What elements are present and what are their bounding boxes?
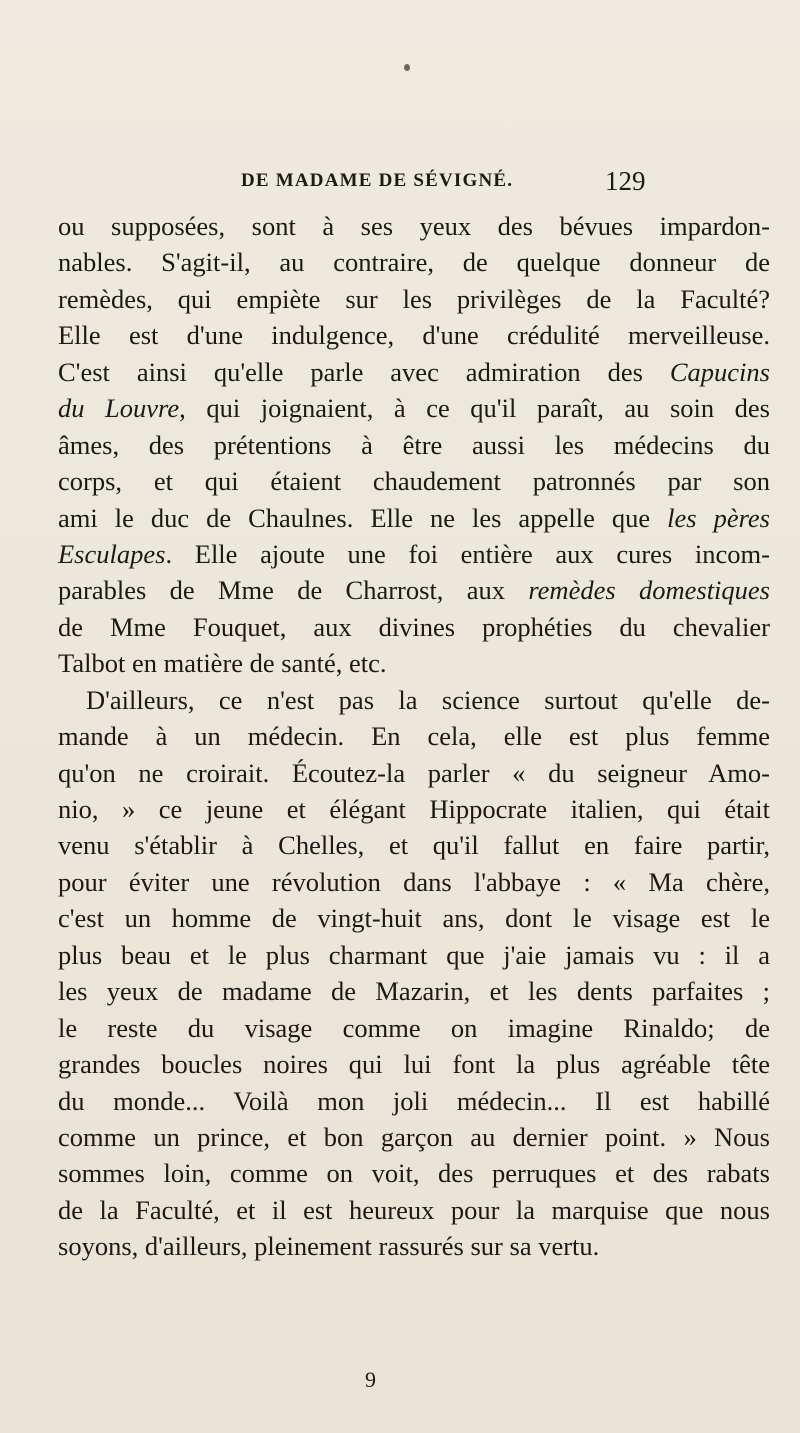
text-line: soyons, d'ailleurs, pleinement rassurés sur sa vertu. (58, 1231, 600, 1262)
signature-mark: 9 (365, 1367, 376, 1392)
text-line: mande à un médecin. En cela, elle est plus femme (58, 721, 770, 752)
text-line (58, 354, 770, 390)
text-line: Esculapes. Elle ajoute une foi entière aux cures incom- (58, 538, 770, 569)
text-line: venu s'établir à Chelles, et qu'il fallut en faire partir, (58, 830, 770, 861)
page-header (0, 166, 800, 200)
text-line-segment: C'est ainsi qu'elle parle avec admiration des Capucins (58, 356, 770, 387)
text-line: qu'on ne croirait. Écoutez-la parler « du seigneur Amo- (58, 757, 770, 788)
running-head: DE MADAME DE SÉVIGNÉ. (241, 170, 514, 191)
text-line: nables. S'agit-il, au contraire, de quelque donneur de (58, 247, 770, 278)
text-line: Talbot en matière de santé, etc. (58, 648, 387, 679)
ink-speck (404, 64, 410, 71)
text-line: corps, et qui étaient chaudement patronnés par son (58, 466, 770, 497)
text-line: remèdes, qui empiète sur les privilèges de la Faculté? (58, 283, 770, 314)
text-line: du monde... Voilà mon joli médecin... Il est habillé (58, 1085, 770, 1116)
text-line: ou supposées, sont à ses yeux des bévues impardon- (58, 211, 770, 241)
text-line: sommes loin, comme on voit, des perruques et des rabats (58, 1158, 770, 1189)
text-line: le reste du visage comme on imagine Rinaldo; de (58, 1012, 770, 1043)
body-text (58, 208, 770, 1265)
text-line: comme un prince, et bon garçon au dernier point. » Nous (58, 1121, 770, 1152)
text-line: nio, » ce jeune et élégant Hippocrate italien, qui était (58, 794, 770, 824)
text-line: parables de Mme de Charrost, aux remèdes domestiques (58, 575, 770, 606)
text-line: du Louvre, qui joignaient, à ce qu'il paraît, au soin des (58, 393, 770, 424)
text-line: c'est un homme de vingt-huit ans, dont le visage est le (58, 903, 770, 934)
text-line: grandes boucles noires qui lui font la plus agréable tête (58, 1049, 770, 1080)
text-line: Elle est d'une indulgence, d'une crédulité merveilleuse. (58, 320, 770, 351)
text-line: âmes, des prétentions à être aussi les médecins du (58, 429, 770, 460)
text-line: ami le duc de Chaulnes. Elle ne les appelle que les pères (58, 502, 770, 533)
text-line: pour éviter une révolution dans l'abbaye : « Ma chère, (58, 866, 770, 897)
text-line: les yeux de madame de Mazarin, et les dents parfaites ; (58, 976, 770, 1007)
text-line: D'ailleurs, ce n'est pas la science surtout qu'elle de- (86, 684, 770, 715)
text-line: plus beau et le plus charmant que j'aie jamais vu : il a (58, 939, 770, 970)
page-number: 129 (605, 166, 646, 196)
text-line: de Mme Fouquet, aux divines prophéties du chevalier (58, 611, 770, 642)
text-line: de la Faculté, et il est heureux pour la marquise que nous (58, 1194, 770, 1225)
